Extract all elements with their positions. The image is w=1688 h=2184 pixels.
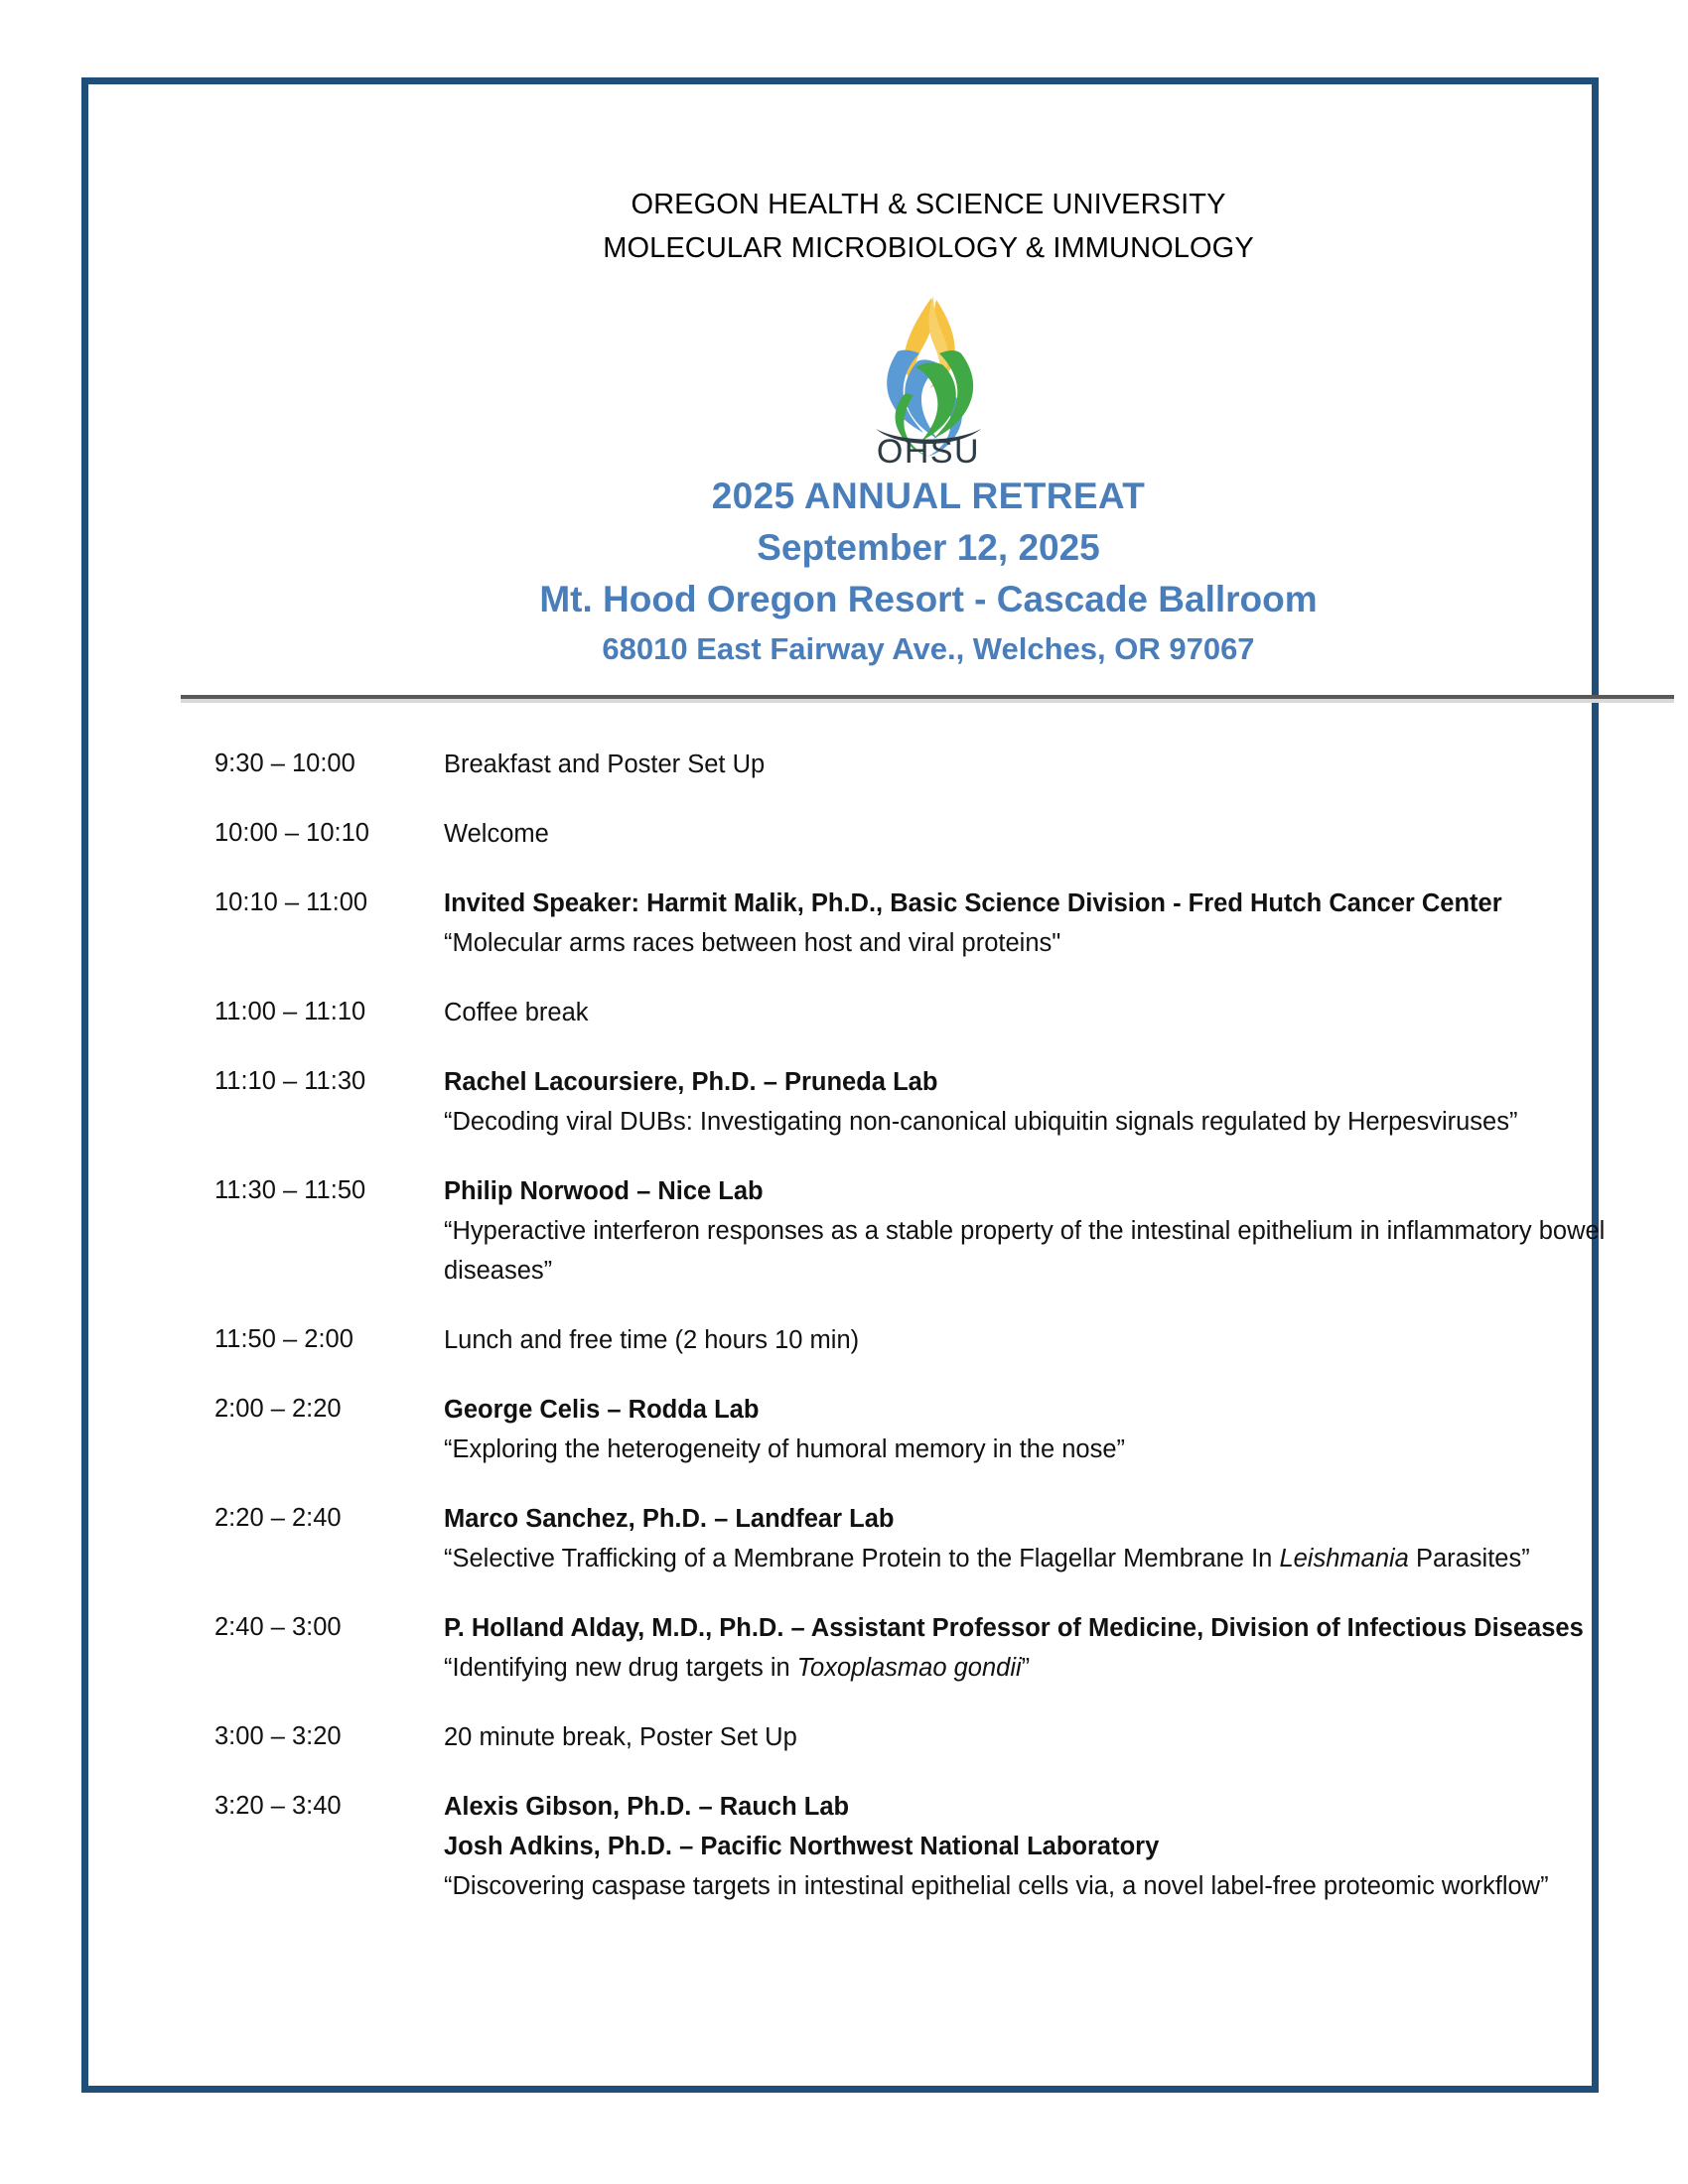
- agenda-time: 11:30 – 11:50: [214, 1176, 366, 1204]
- agenda-talk-title: [444, 1648, 1670, 1688]
- agenda-row: [214, 1171, 1670, 1291]
- agenda-description: [444, 1062, 1670, 1142]
- agenda-description: [444, 1787, 1670, 1906]
- agenda-row: [214, 1717, 1670, 1757]
- institution-name: OREGON HEALTH & SCIENCE UNIVERSITY: [631, 189, 1226, 220]
- agenda-time: 10:00 – 10:10: [214, 819, 369, 847]
- agenda-talk-title: “Discovering caspase targets in intestinal epithelial cells via, a novel label-free proteomic workflow”: [444, 1872, 1549, 1900]
- agenda-row: [214, 1499, 1670, 1578]
- agenda-row: [214, 745, 1670, 784]
- event-venue: Mt. Hood Oregon Resort - Cascade Ballroom: [539, 579, 1318, 619]
- talk-title-text: “Selective Trafficking of a Membrane Protein to the Flagellar Membrane In: [444, 1545, 1280, 1572]
- agenda-description: [444, 1171, 1670, 1291]
- agenda-speaker-name: Rachel Lacoursiere, Ph.D. – Pruneda Lab: [444, 1068, 938, 1096]
- logo-container: [177, 292, 1680, 467]
- agenda-speaker-name: Alexis Gibson, Ph.D. – Rauch Lab: [444, 1793, 850, 1821]
- agenda-time: 11:10 – 11:30: [214, 1067, 366, 1095]
- agenda-speaker-name: Invited Speaker: Harmit Malik, Ph.D., Basic Science Division - Fred Hutch Cancer Center: [444, 889, 1502, 917]
- agenda-description: [444, 1499, 1670, 1578]
- agenda-activity-label: Breakfast and Poster Set Up: [444, 751, 766, 778]
- department-name: MOLECULAR MICROBIOLOGY & IMMUNOLOGY: [603, 232, 1254, 264]
- agenda-speaker-name-secondary: Josh Adkins, Ph.D. – Pacific Northwest National Laboratory: [444, 1833, 1160, 1860]
- agenda-activity-label: Welcome: [444, 820, 549, 848]
- talk-title-text: Parasites”: [1408, 1545, 1530, 1572]
- agenda-description: [444, 745, 1670, 784]
- agenda-time: 2:20 – 2:40: [214, 1504, 342, 1532]
- agenda-row: [214, 1390, 1670, 1469]
- agenda-description: [444, 884, 1670, 963]
- agenda-activity-label: Coffee break: [444, 999, 589, 1026]
- agenda-speaker-name: Philip Norwood – Nice Lab: [444, 1177, 764, 1205]
- talk-title-italic-term: Toxoplasmao gondii: [796, 1654, 1022, 1682]
- agenda-activity-label: 20 minute break, Poster Set Up: [444, 1723, 797, 1751]
- agenda-time: 3:00 – 3:20: [214, 1722, 342, 1750]
- event-title-block: [177, 471, 1680, 673]
- organization-header: [177, 169, 1680, 270]
- event-date: September 12, 2025: [757, 527, 1100, 568]
- agenda-description: [444, 1717, 1670, 1757]
- agenda-row: [214, 993, 1670, 1032]
- agenda-talk-title: “Decoding viral DUBs: Investigating non-canonical ubiquitin signals regulated by Herpesviruses”: [444, 1108, 1518, 1136]
- svg-text:OHSU: OHSU: [876, 433, 981, 467]
- agenda-schedule: [177, 745, 1680, 1906]
- agenda-activity-label: Lunch and free time (2 hours 10 min): [444, 1326, 860, 1354]
- agenda-time: 2:40 – 3:00: [214, 1613, 342, 1641]
- agenda-time: 9:30 – 10:00: [214, 750, 355, 777]
- agenda-speaker-name: George Celis – Rodda Lab: [444, 1396, 760, 1424]
- divider-line: [181, 695, 1674, 699]
- agenda-time: 3:20 – 3:40: [214, 1792, 342, 1820]
- document-content: [177, 169, 1680, 2170]
- agenda-row: [214, 1062, 1670, 1142]
- event-address: 68010 East Fairway Ave., Welches, OR 97067: [602, 631, 1255, 666]
- event-name: 2025 ANNUAL RETREAT: [711, 476, 1146, 516]
- agenda-talk-title: “Hyperactive interferon responses as a stable property of the intestinal epithelium in inflammatory bowel diseases”: [444, 1217, 1606, 1285]
- agenda-speaker-name: P. Holland Alday, M.D., Ph.D. – Assistant Professor of Medicine, Division of Infectious Diseases: [444, 1614, 1584, 1642]
- ohsu-logo-icon: [858, 292, 999, 467]
- agenda-description: [444, 1390, 1670, 1469]
- agenda-talk-title: “Exploring the heterogeneity of humoral memory in the nose”: [444, 1435, 1126, 1463]
- agenda-time: 11:00 – 11:10: [214, 998, 366, 1025]
- talk-title-text: “Identifying new drug targets in: [444, 1654, 797, 1682]
- agenda-row: [214, 884, 1670, 963]
- agenda-speaker-name: Marco Sanchez, Ph.D. – Landfear Lab: [444, 1505, 895, 1533]
- agenda-description: [444, 1320, 1670, 1360]
- agenda-description: [444, 814, 1670, 854]
- talk-title-italic-term: Leishmania: [1279, 1545, 1409, 1572]
- agenda-talk-title: “Molecular arms races between host and viral proteins": [444, 929, 1061, 957]
- document-border-frame: [81, 77, 1606, 2093]
- agenda-row: [214, 814, 1670, 854]
- agenda-row: [214, 1787, 1670, 1906]
- agenda-time: 2:00 – 2:20: [214, 1395, 342, 1423]
- agenda-description: [444, 993, 1670, 1032]
- talk-title-text: ”: [1021, 1654, 1031, 1682]
- agenda-talk-title: [444, 1539, 1670, 1578]
- agenda-description: [444, 1608, 1670, 1688]
- agenda-row: [214, 1320, 1670, 1360]
- header-divider: [177, 695, 1680, 699]
- agenda-time: 11:50 – 2:00: [214, 1325, 353, 1353]
- agenda-row: [214, 1608, 1670, 1688]
- agenda-time: 10:10 – 11:00: [214, 888, 368, 916]
